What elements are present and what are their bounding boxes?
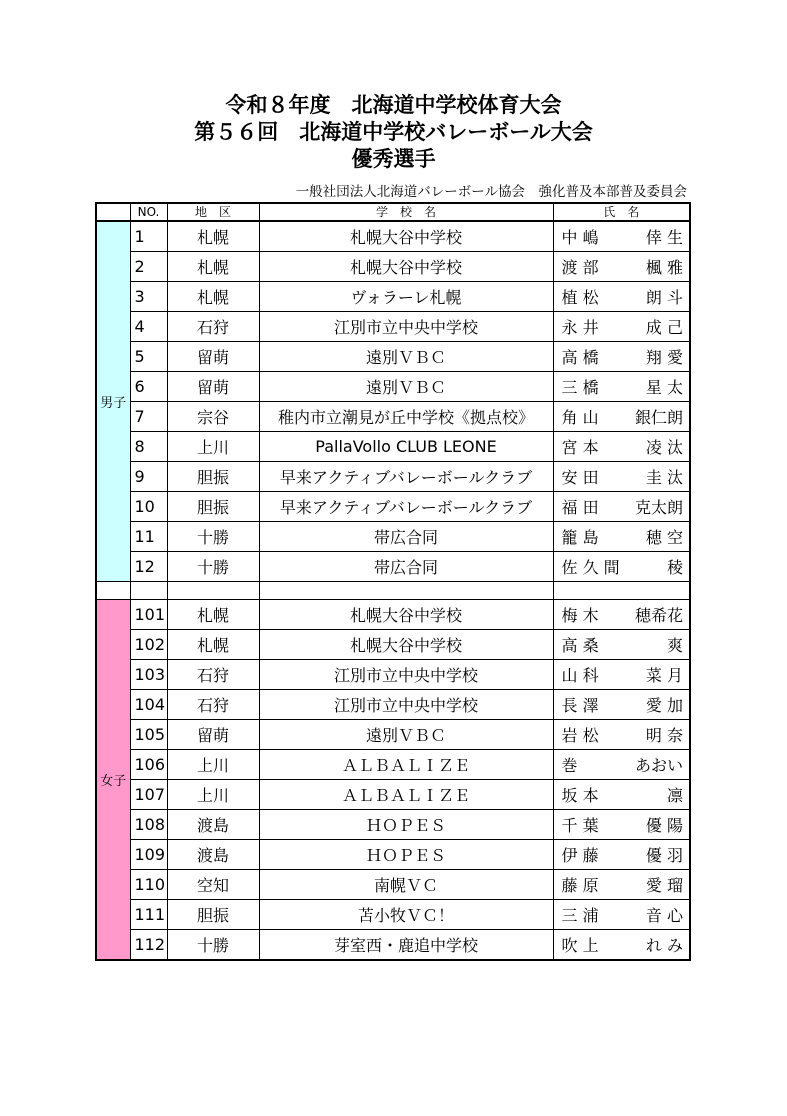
player-surname: 籠 島 [561,528,599,547]
row-player-name [553,930,690,961]
row-number: 101 [130,600,167,630]
row-region: 上川 [167,780,259,810]
player-name-wrapper [562,255,690,278]
player-surname: 永 井 [561,318,599,337]
player-surname: 坂 本 [561,786,599,805]
row-number: 109 [130,840,167,870]
row-player-name [553,402,690,432]
row-region: 札幌 [167,600,259,630]
table-row [96,342,690,372]
player-given-name: 爽 [666,636,683,655]
separator-cell [553,582,690,600]
player-given-name: 楓 雅 [645,258,683,277]
player-surname: 巻 [561,756,578,775]
table-row [96,402,690,432]
table-row [96,282,690,312]
player-given-name: 愛 加 [645,696,683,715]
player-surname: 山 科 [561,666,599,685]
row-number: 9 [130,462,167,492]
row-player-name [553,221,690,252]
player-surname: 宮 本 [561,438,599,457]
player-surname: 吹 上 [561,936,599,955]
player-surname: 岩 松 [561,726,599,745]
row-number: 10 [130,492,167,522]
table-row [96,630,690,660]
row-region: 札幌 [167,252,259,282]
row-player-name [553,600,690,630]
players-table [95,202,691,961]
player-name-wrapper [562,813,690,836]
row-school: 苫小牧ＶＣ！ [259,900,553,930]
row-player-name [553,810,690,840]
row-number: 1 [130,221,167,252]
row-player-name [553,840,690,870]
row-number: 2 [130,252,167,282]
player-name-wrapper [562,933,690,956]
player-given-name: 倖 生 [645,228,683,247]
row-player-name [553,312,690,342]
row-number: 11 [130,522,167,552]
header-group-cell [96,203,130,221]
row-school: ヴォラーレ札幌 [259,282,553,312]
player-surname: 千 葉 [561,816,599,835]
player-name-wrapper [562,375,690,398]
row-player-name [553,720,690,750]
player-surname: 三 浦 [561,906,599,925]
separator-cell [96,582,130,600]
player-surname: 高 桑 [561,636,599,655]
player-name-wrapper [562,663,690,686]
player-given-name: あおい [634,756,683,775]
row-school: ＡＬＢＡＬＩＺＥ [259,780,553,810]
player-surname: 福 田 [561,498,599,517]
row-player-name [553,252,690,282]
row-number: 4 [130,312,167,342]
row-region: 石狩 [167,312,259,342]
player-given-name: 凛 [666,786,683,805]
row-region: 胆振 [167,900,259,930]
player-given-name: 克太朗 [634,498,683,517]
row-school: 芽室西・鹿追中学校 [259,930,553,961]
row-region: 札幌 [167,282,259,312]
player-name-wrapper [562,843,690,866]
table-row [96,312,690,342]
row-number: 12 [130,552,167,582]
player-surname: 渡 部 [561,258,599,277]
row-region: 渡島 [167,840,259,870]
player-surname: 長 澤 [561,696,599,715]
player-given-name: 成 己 [645,318,683,337]
row-player-name [553,462,690,492]
player-given-name: 稜 [666,558,683,577]
row-school: 江別市立中央中学校 [259,660,553,690]
player-name-wrapper [562,345,690,368]
row-school: 早来アクティブバレーボールクラブ [259,492,553,522]
row-school: 江別市立中央中学校 [259,690,553,720]
row-player-name [553,780,690,810]
row-number: 105 [130,720,167,750]
table-row [96,221,690,252]
player-given-name: 翔 愛 [645,348,683,367]
row-player-name [553,282,690,312]
player-name-wrapper [562,405,690,428]
player-given-name: 凌 汰 [645,438,683,457]
table-row [96,720,690,750]
row-region: 留萌 [167,342,259,372]
row-player-name [553,870,690,900]
row-region: 留萌 [167,372,259,402]
player-surname: 高 橋 [561,348,599,367]
player-name-wrapper [562,693,690,716]
separator-cell [167,582,259,600]
row-school: PallaVollo CLUB LEONE [259,432,553,462]
separator-cell [130,582,167,600]
player-given-name: 菜 月 [645,666,683,685]
header-school: 学 校 名 [259,203,553,221]
row-school: ＨＯＰＥＳ [259,840,553,870]
row-school: 遠別ＶＢＣ [259,372,553,402]
table-row [96,372,690,402]
table-row [96,492,690,522]
player-name-wrapper [562,315,690,338]
organization-label: 一般社団法人北海道バレーボール協会 強化普及本部普及委員会 [295,184,687,200]
row-player-name [553,552,690,582]
row-player-name [553,690,690,720]
player-name-wrapper [562,525,690,548]
player-name-wrapper [562,633,690,656]
row-player-name [553,900,690,930]
row-school: 南幌ＶＣ [259,870,553,900]
player-name-wrapper [562,753,690,776]
row-region: 石狩 [167,690,259,720]
player-name-wrapper [562,225,690,248]
table-row [96,600,690,630]
row-region: 胆振 [167,492,259,522]
player-given-name: 圭 汰 [645,468,683,487]
row-school: ＨＯＰＥＳ [259,810,553,840]
group-label: 男子 [96,221,130,582]
player-given-name: 銀仁朗 [634,408,683,427]
title-line-2: 第５６回 北海道中学校バレーボール大会 [194,120,593,144]
group-separator-row [96,582,690,600]
player-surname: 藤 原 [561,876,599,895]
table-row [96,840,690,870]
table-row [96,462,690,492]
row-school: ＡＬＢＡＬＩＺＥ [259,750,553,780]
row-school: 稚内市立潮見が丘中学校《拠点校》 [259,402,553,432]
player-surname: 植 松 [561,288,599,307]
header-region: 地 区 [167,203,259,221]
player-given-name: 優 陽 [645,816,683,835]
row-school: 札幌大谷中学校 [259,600,553,630]
table-row [96,930,690,961]
row-region: 渡島 [167,810,259,840]
player-name-wrapper [562,495,690,518]
player-given-name: 穂希花 [634,606,683,625]
row-player-name [553,750,690,780]
player-surname: 三 橋 [561,378,599,397]
table-row [96,690,690,720]
player-given-name: 穂 空 [645,528,683,547]
row-school: 遠別ＶＢＣ [259,342,553,372]
player-given-name: 星 太 [645,378,683,397]
row-number: 3 [130,282,167,312]
table-row [96,810,690,840]
row-school: 江別市立中央中学校 [259,312,553,342]
row-number: 108 [130,810,167,840]
row-number: 7 [130,402,167,432]
title-line-3: 優秀選手 [351,147,436,171]
player-surname: 佐 久 間 [561,558,620,577]
table-row [96,900,690,930]
row-region: 空知 [167,870,259,900]
player-name-wrapper [562,783,690,806]
row-player-name [553,630,690,660]
row-region: 石狩 [167,660,259,690]
header-no: NO. [130,203,167,221]
row-region: 札幌 [167,221,259,252]
player-given-name: 明 奈 [645,726,683,745]
row-player-name [553,432,690,462]
row-number: 6 [130,372,167,402]
row-number: 112 [130,930,167,961]
table-row [96,870,690,900]
row-player-name [553,522,690,552]
table-row [96,252,690,282]
row-player-name [553,342,690,372]
row-number: 103 [130,660,167,690]
player-surname: 角 山 [561,408,599,427]
player-given-name: 愛 瑠 [645,876,683,895]
row-player-name [553,372,690,402]
table-row [96,552,690,582]
row-region: 十勝 [167,552,259,582]
row-number: 107 [130,780,167,810]
player-name-wrapper [562,555,690,578]
player-surname: 安 田 [561,468,599,487]
title-line-1: 令和８年度 北海道中学校体育大会 [225,93,562,117]
player-name-wrapper [562,723,690,746]
player-name-wrapper [562,285,690,308]
row-school: 札幌大谷中学校 [259,221,553,252]
table-row [96,780,690,810]
player-given-name: 音 心 [645,906,683,925]
table-row [96,432,690,462]
table-row [96,660,690,690]
row-number: 104 [130,690,167,720]
row-region: 札幌 [167,630,259,660]
row-region: 十勝 [167,930,259,961]
row-number: 102 [130,630,167,660]
row-school: 帯広合同 [259,522,553,552]
table-header-row [96,203,690,221]
row-number: 111 [130,900,167,930]
row-region: 上川 [167,750,259,780]
row-number: 5 [130,342,167,372]
table-row [96,750,690,780]
player-name-wrapper [562,465,690,488]
row-school: 早来アクティブバレーボールクラブ [259,462,553,492]
player-given-name: 優 羽 [645,846,683,865]
row-player-name [553,492,690,522]
row-number: 110 [130,870,167,900]
row-school: 札幌大谷中学校 [259,252,553,282]
player-surname: 梅 木 [561,606,599,625]
row-school: 遠別ＶＢＣ [259,720,553,750]
player-given-name: 朗 斗 [645,288,683,307]
player-name-wrapper [562,903,690,926]
row-number: 106 [130,750,167,780]
row-school: 帯広合同 [259,552,553,582]
player-name-wrapper [562,435,690,458]
row-region: 留萌 [167,720,259,750]
row-player-name [553,660,690,690]
header-name: 氏 名 [553,203,690,221]
table-row [96,522,690,552]
player-name-wrapper [562,873,690,896]
player-name-wrapper [562,603,690,626]
row-school: 札幌大谷中学校 [259,630,553,660]
player-surname: 伊 藤 [561,846,599,865]
group-label: 女子 [96,600,130,961]
player-given-name: れ み [645,936,683,955]
row-region: 胆振 [167,462,259,492]
player-surname: 中 嶋 [561,228,599,247]
separator-cell [259,582,553,600]
row-region: 上川 [167,432,259,462]
row-number: 8 [130,432,167,462]
row-region: 十勝 [167,522,259,552]
row-region: 宗谷 [167,402,259,432]
